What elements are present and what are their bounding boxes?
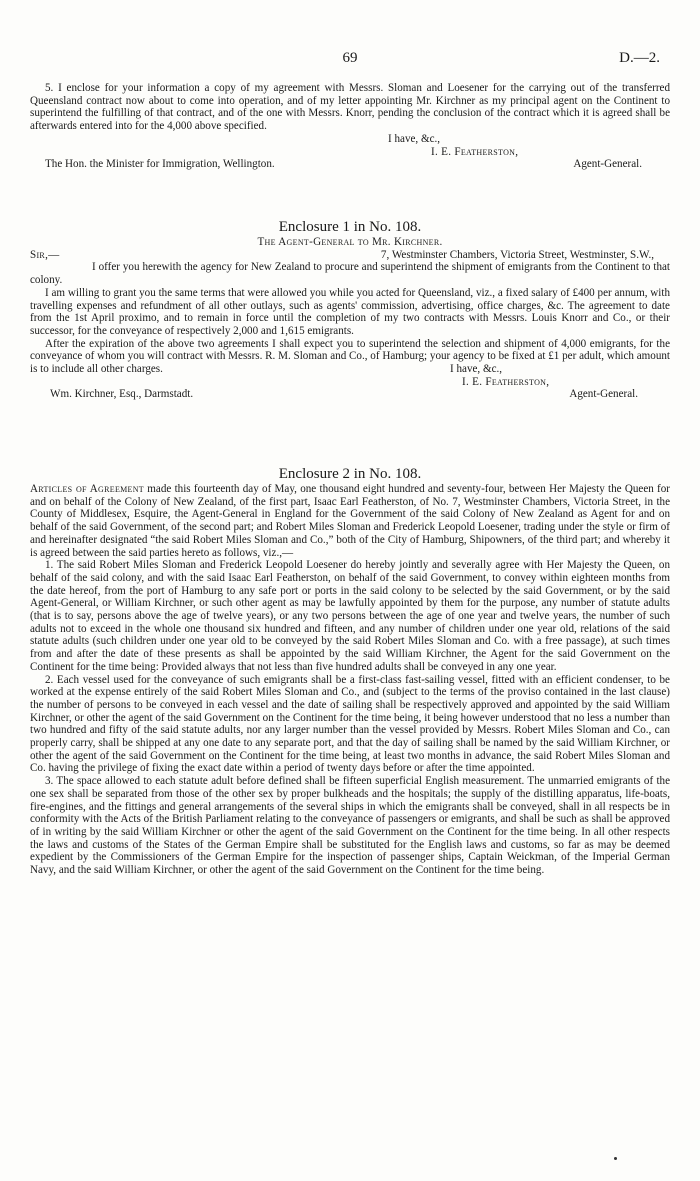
letter-section [30,82,670,171]
enclosure-1-subtitle: The Agent-General to Mr. Kirchner. [257,236,443,248]
paragraph-5: 5. I enclose for your information a copy of my agreement with Messrs. Sloman and Loesener for the carrying out of the transferred Queensland contract now about to come into operation, and of my letter appointing Mr. Kirchner as my principal agent on the Continent to superintend the fulfilling of that contract, and of the one with Messrs. Knorr, pending the conclusion of the contract which it is agreed shall be afterwards entered into for the 4,000 above specified. [30,82,670,133]
salutation: Sir,— [30,248,60,261]
enclosure-1-salutation-row [30,249,670,262]
enclosure-2-title: Enclosure 2 in No. 108. [278,466,422,482]
enclosure-1-paragraph-1: I offer you herewith the agency for New Zealand to procure and superintend the shipment of emigrants from the Continent to that colony. [30,261,670,287]
clause-3: 3. The space allowed to each statute adult before defined shall be fifteen superficial English measurement. The unmarried emigrants of the one sex shall be separated from those of the other sex by proper bulkheads and the hospitals; the supply of the distilling apparatus, life-boats, fire-engines, and the fittings and general arrangements of the several ships in which the emigrants shall be conveyed, shall in all respects be in conformity with the Acts of the British Parliament relating to the conveyance of passengers or emigrants, and shall be such as shall be approved of in writing by the said William Kirchner or other the agent of the said Government on the Continent for the time being. In all other respects the laws and customs of the States of the German Empire shall be substituted for the English laws and customs, so far as may be deemed expedient by the Commissioners of the German Empire for the inspection of passenger ships, Captain Weickman, of the Imperial German Navy, and the said William Kirchner, or other the agent of the said Government on the Continent for the time being. [30,775,670,877]
agreement-preamble-lead: Articles of Agreement [30,483,144,495]
letter-signature: I. E. Featherston, [431,145,519,158]
enclosure-1-addressee-row [30,388,670,401]
letter-addressee: The Hon. the Minister for Immigration, Wellington. [45,158,275,171]
letter-closing: I have, &c., [388,132,441,145]
enclosure-1-paragraph-3: After the expiration of the above two agreements I shall expect you to superintend the selection and shipment of 4,000 emigrants, for the conveyance of whom you will contract with Messrs. R. M. Sloman and Co., of Hamburg; your agency to be fixed at £1 per adult, which amount is to include all other charges. [30,337,670,376]
page-number: 69 [342,50,358,66]
sender-address: 7, Westminster Chambers, Victoria Street, Westminster, S.W., [380,248,654,261]
enclosure-1-title: Enclosure 1 in No. 108. [278,219,422,235]
page-mark [614,1157,617,1160]
clause-2: 2. Each vessel used for the conveyance of such emigrants shall be a first-class fast-sailing vessel, fitted with an efficient condenser, to be worked at the expense entirely of the said Robert Miles Sloman and Co., and (subject to the terms of the proviso contained in the last clause) the number of persons to be conveyed in each vessel and the date of sailing shall be respectively approved and appointed by the said William Kirchner, or other the agent of the said Government on the Continent for the time being, it being however understood that no less a number than two hundred and fifty of the said statute adults, nor any larger number than the vessel provided by Messrs. Robert Miles Sloman and Co., can properly carry, shall be shipped at any one date to any separate port, and that the day of sailing shall be named by the said William Kirchner, or other the agent of the said Government on the Continent for the time being, at least two months in advance, the said Robert Miles Sloman and Co. having the privilege of fixing the exact date within a period of twenty days before or after the time appointed. [30,673,670,775]
enclosure-1-role: Agent-General. [569,388,638,401]
enclosure-2 [30,465,670,877]
enclosure-1-closing: I have, &c., [450,363,503,376]
letter-addressee-row [30,158,670,171]
document-reference: D.—2. [619,50,660,66]
enclosure-1-signature: I. E. Featherston, [462,375,550,388]
agreement-preamble [30,483,670,559]
letter-role: Agent-General. [573,158,642,171]
agreement-preamble-text: made this fourteenth day of May, one thousand eight hundred and seventy-four, between Her Majesty the Queen for and on behalf of the Colony of New Zealand, of the first part, Isaac Earl Featherston, of No. 7, Westminster Chambers, Victoria Street, in the County of Middlesex, Esquire, the Agent-General in England for the Government of the said Colony of New Zealand as Agent for and on behalf of the said Government, of the second part; and Robert Miles Sloman and Frederick Leopold Loesener, trading under the style or firm of and hereinafter designated “the said Robert Miles Sloman and Co.,” both of the City of Hamburg, Shipowners, of the third part; and whereby it is agreed between the said parties hereto as follows, viz.,— [30,483,670,559]
clause-1: 1. The said Robert Miles Sloman and Frederick Leopold Loesener do hereby jointly and severally agree with Her Majesty the Queen, on behalf of the said colony, and with the said Isaac Earl Featherston, on behalf of the said Government, to convey within eighteen months from the date hereof, from the port of Hamburg to any safe port or ports in the said colony to be selected by the said Government, or by the said Agent-General, or William Kirchner, or such other agent as may be lawfully appointed by them for the purpose, any number of statute adults (that is to say, persons above the age of twelve years), or any two persons between the age of one year and twelve years, the number of such adults not to exceed in the whole one thousand six hundred and fifteen, and any number of children under one year old, relations of the said statute adults (such children under one year old to be conveyed by the said Robert Miles Sloman and Co. with a free passage), at such times from and after the date of these presents as shall be appointed by the said William Kirchner, the Agent for the said Government on the Continent for the time being: Provided always that not less than five hundred adults shall be conveyed in any one year. [30,559,670,673]
enclosure-1-paragraph-2: I am willing to grant you the same terms that were allowed you while you acted for Queensland, viz., a fixed salary of £400 per annum, with travelling expenses and refundment of all other outlays, such as agents' commission, advertising, office charges, &c. The agreement to date from the 1st April proximo, and to remain in force until the completion of my two contracts with Messrs. Louis Knorr and Co., or their successor, for the conveyance of respectively 2,000 and 1,615 emigrants. [30,286,670,337]
enclosure-1 [30,218,670,401]
enclosure-1-addressee: Wm. Kirchner, Esq., Darmstadt. [50,388,194,401]
